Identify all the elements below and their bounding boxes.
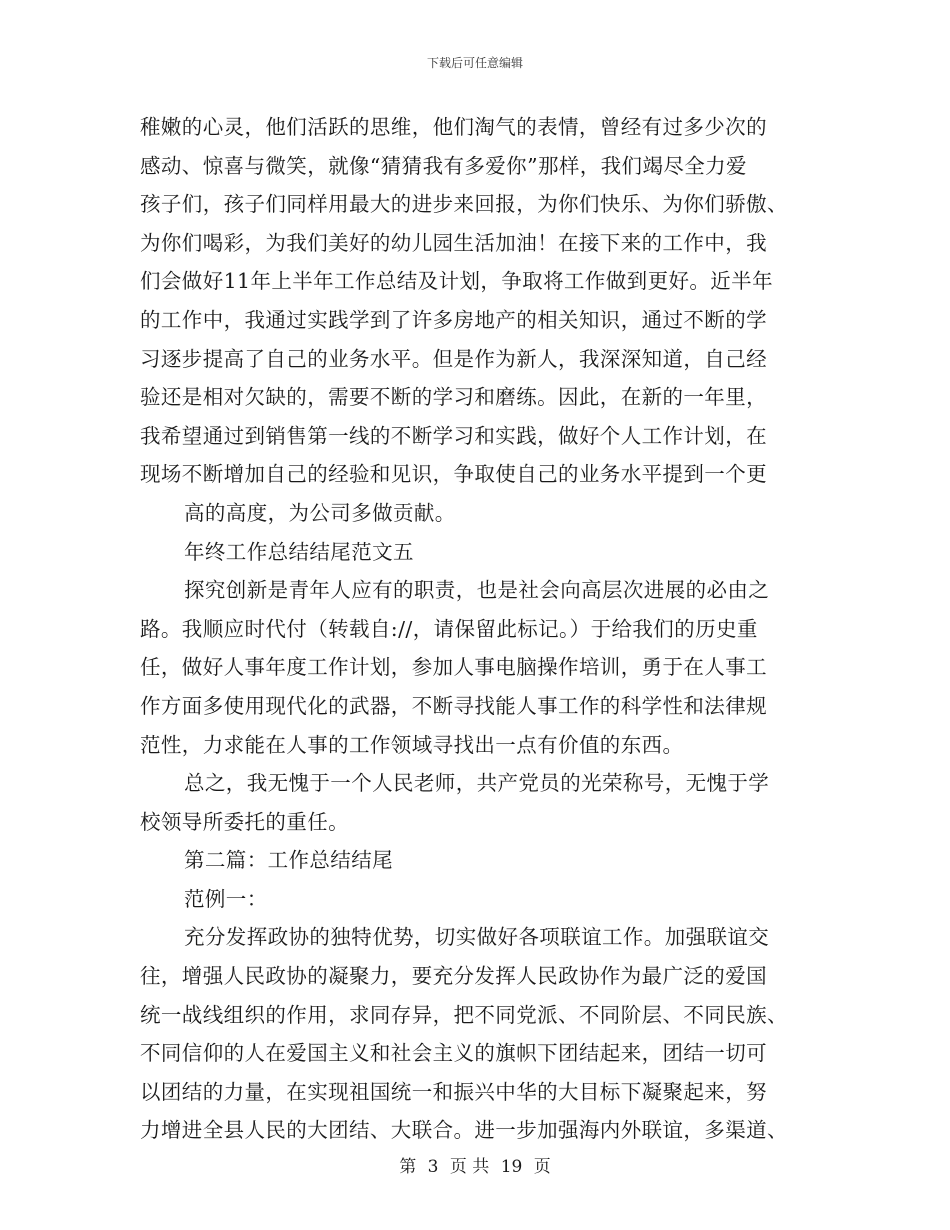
text-line: 校领导所委托的重任。 — [140, 809, 349, 834]
footer-suffix: 页 — [533, 1157, 551, 1177]
text-line: 为你们喝彩，为我们美好的幼儿园生活加油！在接下来的工作中，我 — [140, 230, 767, 255]
text-line: 作方面多使用现代化的武器，不断寻找能人事工作的科学性和法律规 — [140, 693, 767, 718]
text-line: 现场不断增加自己的经验和见识，争取使自己的业务水平提到一个更 — [140, 462, 767, 487]
page-number: 3 — [427, 1157, 439, 1177]
page-footer — [0, 1152, 950, 1177]
text-line: 统一战线组织的作用，求同存异，把不同党派、不同阶层、不同民族、 — [140, 1002, 788, 1027]
text-line: 习逐步提高了自己的业务水平。但是作为新人，我深深知道，自己经 — [140, 346, 767, 371]
text-line: 的工作中，我通过实践学到了许多房地产的相关知识，通过不断的学 — [140, 307, 767, 332]
text-line: 充分发挥政协的独特优势，切实做好各项联谊工作。加强联谊交 — [184, 925, 770, 950]
text-line: 路。我顺应时代付（转载自://，请保留此标记。）于给我们的历史重 — [140, 616, 758, 641]
text-line: 稚嫩的心灵，他们活跃的思维，他们淘气的表情，曾经有过多少次的 — [140, 115, 767, 139]
footer-prefix: 第 — [399, 1157, 417, 1177]
document-body — [140, 108, 820, 1150]
text-line: 验还是相对欠缺的，需要不断的学习和磨练。因此，在新的一年里， — [140, 385, 767, 410]
page-header: 下载后可任意编辑 — [426, 56, 523, 70]
text-line: 范性，力求能在人事的工作领域寻找出一点有价值的东西。 — [140, 732, 684, 757]
text-line: 以团结的力量，在实现祖国统一和振兴中华的大目标下凝聚起来，努 — [140, 1079, 767, 1104]
text-line: 感动、惊喜与微笑，就像“猜猜我有多爱你”那样，我们竭尽全力爱 — [140, 153, 747, 178]
text-line: 们会做好11年上半年工作总结及计划，争取将工作做到更好。近半年 — [140, 269, 773, 294]
section-heading: 第二篇：工作总结结尾 — [184, 848, 393, 873]
footer-middle: 页 共 — [449, 1157, 490, 1177]
text-line: 我希望通过到销售第一线的不断学习和实践，做好个人工作计划，在 — [140, 423, 767, 448]
total-pages: 19 — [500, 1157, 523, 1177]
section-heading: 年终工作总结结尾范文五 — [184, 539, 414, 564]
text-line: 高的高度，为公司多做贡献。 — [184, 500, 456, 525]
text-line: 往，增强人民政协的凝聚力，要充分发挥人民政协作为最广泛的爱国 — [140, 964, 767, 989]
text-line: 不同信仰的人在爱国主义和社会主义的旗帜下团结起来，团结一切可 — [140, 1041, 767, 1066]
text-line: 探究创新是青年人应有的职责，也是社会向高层次进展的必由之 — [184, 578, 770, 603]
text-line: 总之，我无愧于一个人民老师，共产党员的光荣称号，无愧于学 — [184, 771, 770, 796]
text-line: 力增进全县人民的大团结、大联合。进一步加强海内外联谊，多渠道、 — [140, 1118, 788, 1143]
section-subheading: 范例一： — [184, 886, 268, 911]
text-line: 任，做好人事年度工作计划，参加人事电脑操作培训，勇于在人事工 — [140, 655, 767, 680]
text-line: 孩子们，孩子们同样用最大的进步来回报，为你们快乐、为你们骄傲、 — [140, 192, 788, 217]
